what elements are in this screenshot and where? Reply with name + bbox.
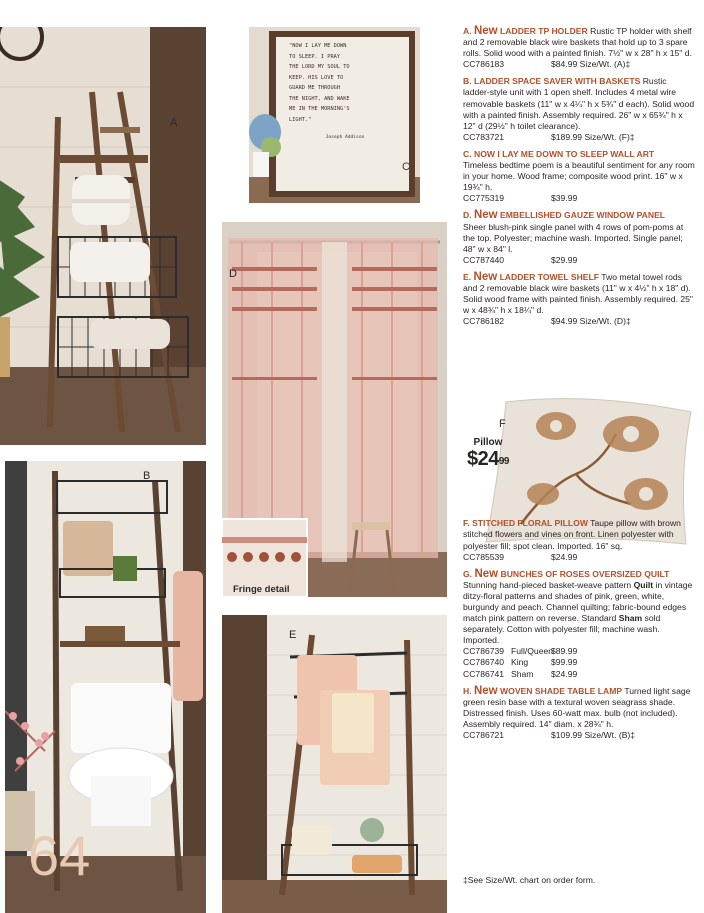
item-description: Rustic ladder-style unit with 1 open shelf. Includes 4 metal wire removable baskets (11" w x 4¼" h x 5¾" d each). Solid wood with a painted finish. Assembly required. 26" w x 65¾" h x 12" d (29½" h toilet clearance). (463, 76, 695, 131)
variant-size: King (511, 657, 529, 668)
item-sku: CC785539 (463, 551, 505, 562)
ladder-tp-holder-image (0, 27, 206, 445)
variant-price: $89.99 (551, 646, 578, 657)
item-price: $29.99 (551, 254, 578, 265)
product-item-f (463, 518, 695, 562)
pillow-price-dollars: $24 (467, 448, 499, 470)
item-title: STITCHED FLORAL PILLOW (472, 518, 588, 529)
photo-ladder-towel-shelf[interactable] (222, 615, 447, 913)
product-descriptions (463, 26, 695, 747)
photo-label-b: B (143, 470, 151, 482)
item-title: LADDER SPACE SAVER WITH BASKETS (473, 76, 641, 87)
ladder-towel-shelf-image (222, 615, 447, 913)
item-description: Sheer blush-pink single panel with 4 rows of pom-poms at the top. Polyester; machine wash. Imported. Single panel; 48" w x 84" l. (463, 221, 684, 254)
poem-line: THE NIGHT, AND WAKE (289, 95, 350, 102)
new-badge: New (473, 270, 498, 283)
item-letter: H. (463, 685, 472, 696)
item-sku: CC786183 (463, 59, 505, 70)
item-description-part: Stunning hand-pieced basket-weave pattern (463, 579, 634, 590)
product-item-b (463, 76, 695, 143)
photo-label-a: A (170, 117, 178, 129)
item-letter: C. (463, 148, 472, 159)
item-price: $94.99 Size/Wt. (D)‡ (551, 316, 631, 327)
photo-wall-art[interactable] (249, 27, 420, 203)
pillow-price-label: Pillow (473, 437, 503, 448)
page-number: 64 (28, 824, 91, 887)
variant-size: Full/Queen (511, 646, 554, 657)
item-letter: F. (463, 518, 470, 529)
item-sku: CC775319 (463, 193, 505, 204)
item-title: EMBELLISHED GAUZE WINDOW PANEL (500, 210, 666, 221)
photo-window-panel[interactable] (222, 222, 447, 597)
item-sku: CC783721 (463, 131, 505, 142)
item-letter: A. (463, 26, 472, 36)
item-sku: CC786182 (463, 316, 505, 327)
item-title: NOW I LAY ME DOWN TO SLEEP WALL ART (473, 148, 655, 159)
item-description-quilt: Quilt (633, 579, 654, 590)
variant-row (463, 646, 695, 657)
new-badge: New (473, 209, 498, 222)
variant-price: $24.99 (551, 668, 578, 679)
poem-line: ME IN THE MORNING'S (289, 106, 350, 112)
variant-price: $99.99 (551, 657, 578, 668)
item-description: Turned light sage green resin base with a textural woven seagrass shade. Distressed finish. Uses 60-watt max. bulb (not included). Assembly required. 14" diam. x 28¾" h. (463, 685, 691, 729)
photo-ladder-space-saver[interactable] (5, 461, 206, 913)
poem-line: TO SLEEP. I PRAY (289, 53, 341, 60)
item-sku: CC786721 (463, 730, 505, 741)
product-item-g (463, 569, 695, 680)
item-description: Timeless bedtime poem is a beautiful sentiment for any room in your home. Wood frame; composite wood print. 16" w x 19¾" h. (463, 160, 695, 193)
photo-label-c: C (402, 161, 410, 173)
fringe-detail-caption: Fringe detail (233, 584, 290, 595)
new-badge: New (474, 567, 499, 580)
product-item-a (463, 26, 695, 70)
item-price: $189.99 Size/Wt. (F)‡ (551, 131, 635, 142)
variant-sku: CC786739 (463, 646, 505, 657)
variant-row (463, 669, 695, 680)
product-item-e (463, 272, 695, 327)
size-weight-footnote: ‡See Size/Wt. chart on order form. (463, 875, 596, 885)
poem-line: GUARD ME THROUGH (289, 85, 341, 91)
variant-sku: CC786740 (463, 657, 505, 668)
photo-ladder-tp-holder[interactable] (0, 27, 206, 445)
item-title: LADDER TOWEL SHELF (499, 271, 600, 282)
poem-line: "NOW I LAY ME DOWN (289, 43, 347, 49)
poem-line: LIGHT." (289, 116, 312, 123)
new-badge: New (473, 25, 498, 37)
photo-label-e: E (289, 629, 297, 641)
item-price: $24.99 (551, 551, 578, 562)
poem-author: Joseph Addison (325, 135, 365, 140)
pillow-spacer (463, 333, 695, 518)
item-description-part: sold separately. Cotton with polyester fill; machine wash. Imported. (463, 613, 661, 646)
variant-size: Sham (511, 668, 534, 679)
item-title: WOVEN SHADE TABLE LAMP (500, 685, 623, 696)
item-sku: CC787440 (463, 254, 505, 265)
poem-line: THE LORD MY SOUL TO (289, 64, 350, 70)
item-price: $84.99 Size/Wt. (A)‡ (551, 59, 631, 70)
product-item-d (463, 210, 695, 265)
item-description-part: in vintage ditzy-floral patterns and shades of pink, green, white, burgundy and peach. Channel quilting; fabric-bound edges match pink pattern on reverse. Standard (463, 579, 693, 624)
variant-row (463, 657, 695, 668)
poem-line: KEEP. HIS LOVE TO (289, 74, 344, 81)
item-price: $39.99 (551, 193, 578, 204)
photo-label-f: F (499, 418, 506, 430)
item-letter: E. (463, 271, 472, 282)
item-description: Two metal towel rods and 2 removable black wire baskets (11" w x 4½" h x 18" d). Solid wood frame with painted finish. Assembly required. 25" w x 48¾" h x 18¼" d. (463, 271, 693, 316)
pillow-price-cents: 99 (498, 456, 509, 467)
item-description: Taupe pillow with brown stitched flowers and vines on front. Linen polyester with polyester fill; spot clean. Imported. 16" sq. (463, 518, 681, 551)
item-description: Rustic TP holder with shelf and 2 removable black wire baskets that hold up to 3 spare rolls. Solid wood with a painted finish. 7½" w x 28" h x 15" d. (463, 26, 692, 59)
item-title: LADDER TP HOLDER (500, 26, 588, 36)
item-description-sham: Sham (618, 613, 643, 624)
wall-art-poem (289, 41, 401, 144)
item-letter: G. (463, 568, 473, 579)
variant-sku: CC786741 (463, 668, 505, 679)
new-badge: New (473, 684, 498, 697)
product-item-c (463, 149, 695, 204)
item-letter: B. (463, 76, 472, 87)
photo-label-d: D (229, 268, 237, 280)
item-letter: D. (463, 210, 472, 221)
item-title: BUNCHES OF ROSES OVERSIZED QUILT (500, 568, 670, 579)
product-item-h (463, 686, 695, 741)
window-panel-image (222, 222, 447, 597)
item-price: $109.99 Size/Wt. (B)‡ (551, 730, 636, 741)
